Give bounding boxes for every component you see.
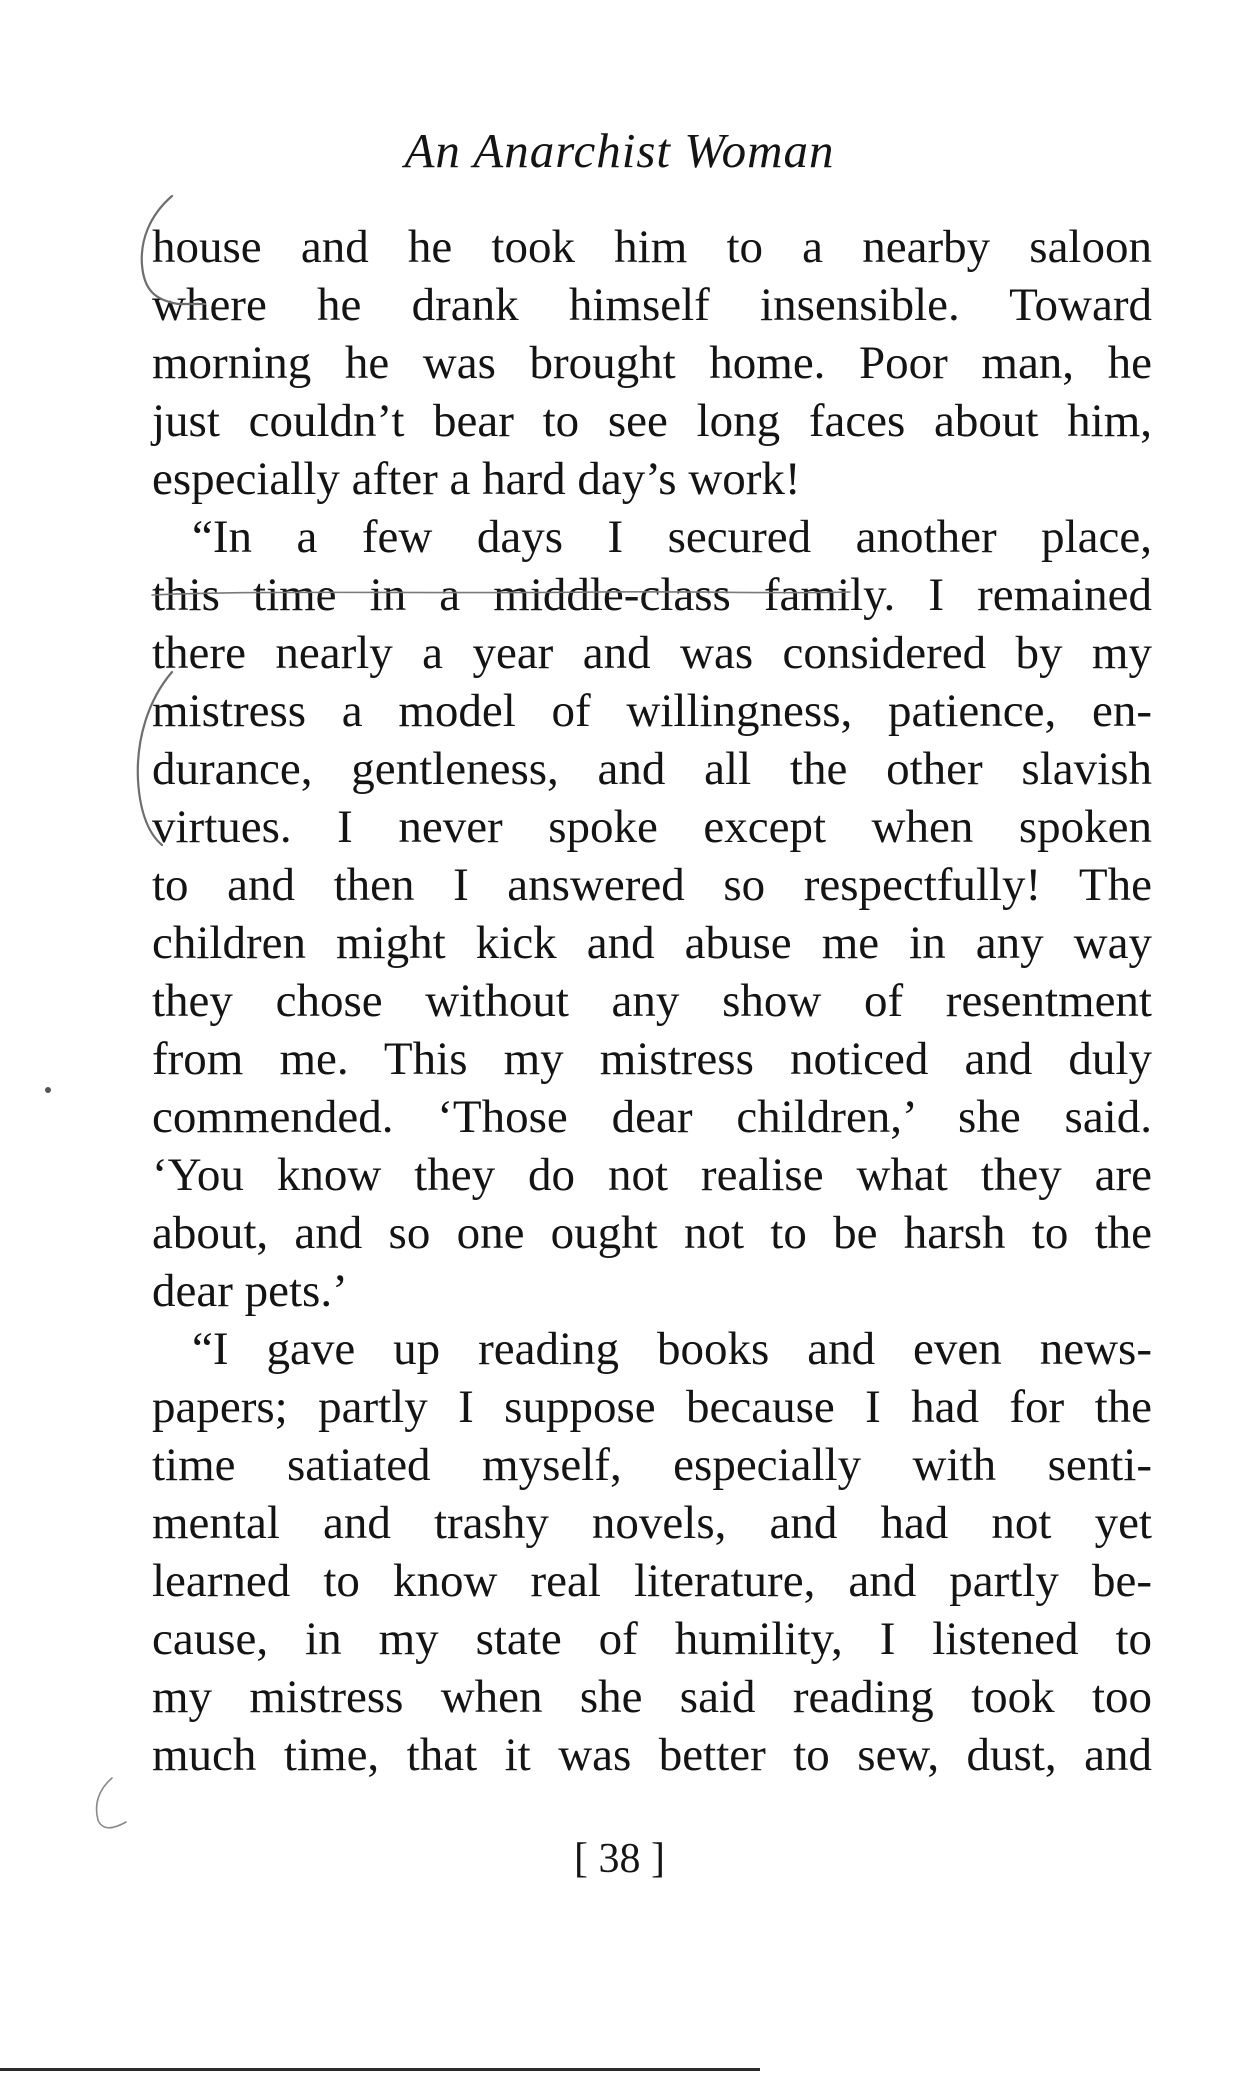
- text-line: time satiated myself, especially with senti-: [152, 1439, 1152, 1491]
- text-line: children might kick and abuse me in any way: [152, 917, 1152, 969]
- text-line: to and then I answered so respectfully! The: [152, 859, 1152, 911]
- margin-bracket-middle: [138, 672, 172, 845]
- text-line: just couldn’t bear to see long faces about him,: [152, 395, 1152, 447]
- text-line: this time in a middle-class family. I remained: [152, 569, 1152, 621]
- text-line: they chose without any show of resentment: [152, 975, 1152, 1027]
- text-line: my mistress when she said reading took too: [152, 1671, 1152, 1723]
- text-line: mistress a model of willingness, patience, en-: [152, 685, 1152, 737]
- text-line: where he drank himself insensible. Toward: [152, 279, 1152, 331]
- text-line: especially after a hard day’s work!: [152, 453, 801, 505]
- bottom-rule: [0, 2068, 760, 2071]
- text-line: ‘You know they do not realise what they are: [152, 1149, 1152, 1201]
- underline-mark: [152, 592, 850, 595]
- text-line: much time, that it was better to sew, dust, and: [152, 1729, 1152, 1781]
- text-line: from me. This my mistress noticed and duly: [152, 1033, 1152, 1085]
- margin-mark-bottom: [97, 1778, 126, 1828]
- text-line: “I gave up reading books and even news-: [192, 1323, 1152, 1375]
- text-line: commended. ‘Those dear children,’ she said.: [152, 1091, 1152, 1143]
- text-line: dear pets.’: [152, 1265, 348, 1317]
- text-line: morning he was brought home. Poor man, he: [152, 337, 1152, 389]
- text-line: about, and so one ought not to be harsh to the: [152, 1207, 1152, 1259]
- text-line: durance, gentleness, and all the other slavish: [152, 743, 1152, 795]
- margin-bracket-top: [142, 196, 205, 304]
- text-line: cause, in my state of humility, I listened to: [152, 1613, 1152, 1665]
- running-head: An Anarchist Woman: [404, 123, 835, 178]
- text-line: virtues. I never spoke except when spoken: [152, 801, 1152, 853]
- text-line: house and he took him to a nearby saloon: [152, 221, 1152, 273]
- page-number: [ 38 ]: [574, 1836, 665, 1882]
- text-line: learned to know real literature, and partly be-: [152, 1555, 1152, 1607]
- text-line: “In a few days I secured another place,: [192, 511, 1152, 563]
- stray-dot: [45, 1087, 51, 1093]
- text-line: there nearly a year and was considered by my: [152, 627, 1152, 679]
- text-line: papers; partly I suppose because I had for the: [152, 1381, 1152, 1433]
- text-line: mental and trashy novels, and had not yet: [152, 1497, 1152, 1549]
